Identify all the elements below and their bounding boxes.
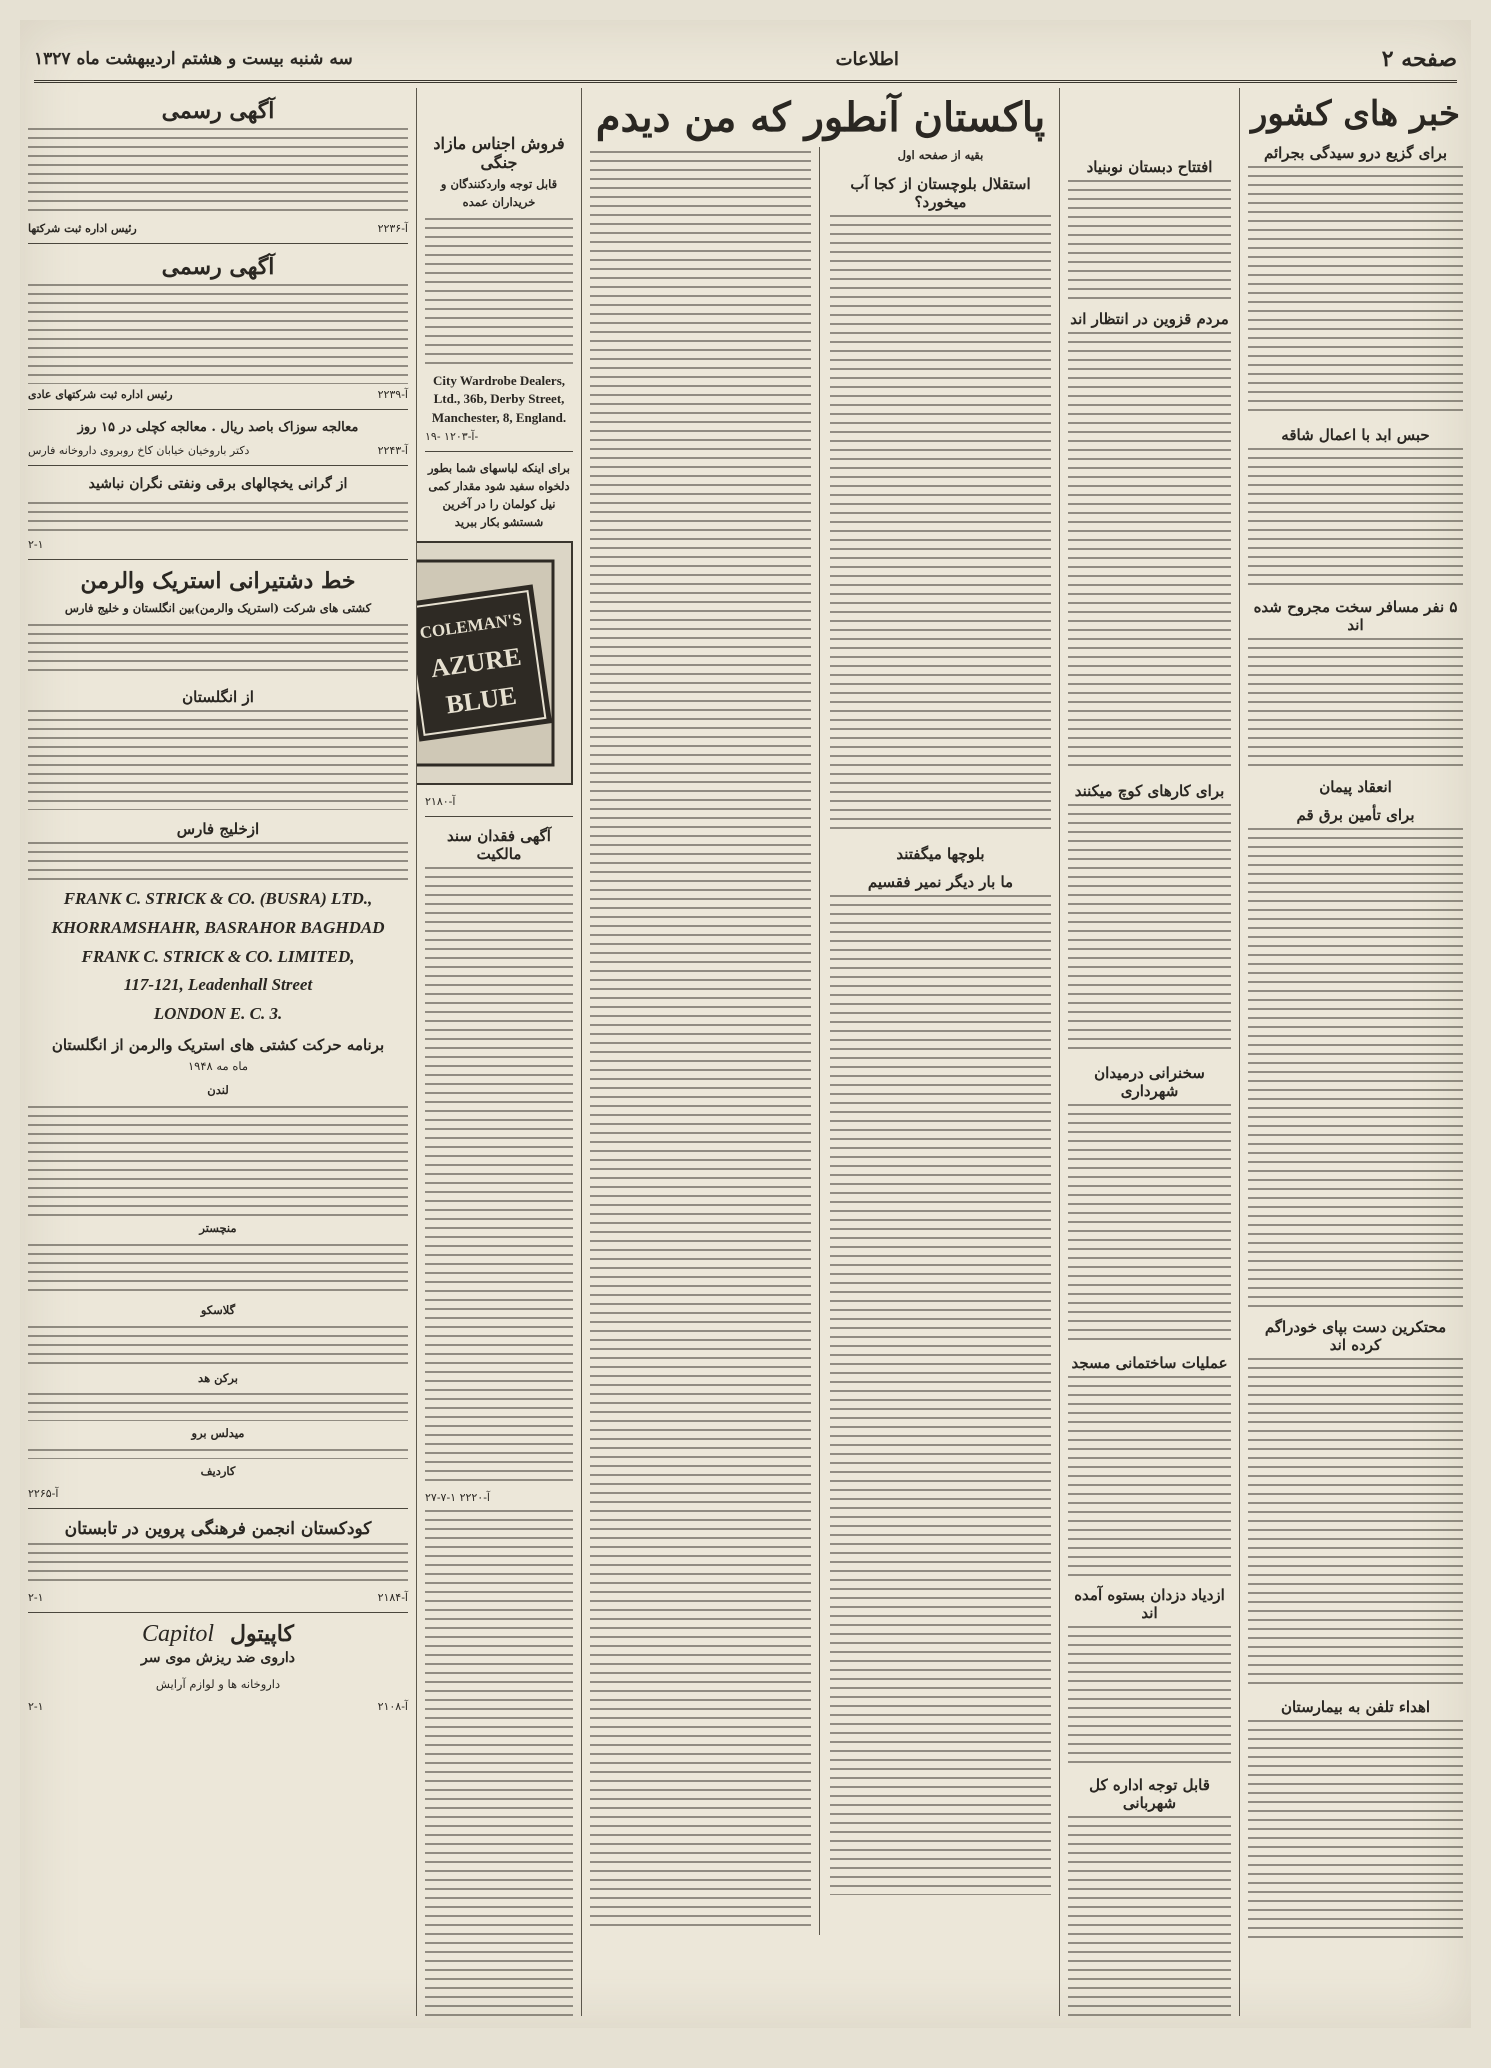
article-body	[1248, 828, 1463, 1308]
article-heading: اهداء تلفن به بیمارستان	[1280, 1698, 1431, 1716]
azure-blue-logo	[416, 553, 561, 773]
schedule-lines	[28, 1326, 408, 1366]
ad-body	[28, 502, 408, 534]
ad-title: آگهی رسمی	[161, 254, 275, 280]
agent-city: KHORRAMSHAHR, BASRAHOR BAGHDAD	[51, 917, 385, 937]
article-heading: قابل توجه اداره کل شهربانی	[1089, 1776, 1210, 1812]
article-body	[1068, 1104, 1231, 1344]
article-body	[1068, 332, 1231, 772]
newspaper-name: اطلاعات	[835, 48, 899, 70]
article-subcolumn	[590, 147, 820, 1935]
article-body	[1248, 638, 1463, 768]
ad-title: آگهی رسمی	[161, 98, 275, 124]
page-number: صفحه ۲	[1381, 46, 1457, 72]
article-heading: سخنرانی درمیدان شهرداری	[1094, 1064, 1205, 1100]
ad-body	[425, 867, 573, 1487]
shipping-section: از انگلستان	[182, 687, 254, 706]
ad-signature: رئیس اداره ثبت شرکتهای عادی	[28, 388, 173, 401]
schedule-lines	[28, 1244, 408, 1298]
schedule-lines	[28, 1449, 408, 1459]
column-ads-middle	[416, 88, 581, 2016]
article-body	[830, 895, 1051, 1895]
article-subcolumn	[830, 147, 1051, 1935]
shipping-subtitle: کشتی های شرکت (استریک والرمن)بین انگلستان و خلیج فارس	[64, 600, 372, 615]
capitol-line: داروخانه ها و لوازم آرایش	[155, 1676, 281, 1691]
ad-ref: ۲۷-۷-۱ آ-۲۲۲۰	[425, 1491, 490, 1505]
ad-body	[28, 842, 408, 882]
capitol-subtitle: داروی ضد ریزش موی سر	[141, 1650, 295, 1667]
article-heading: ۵ نفر مسافر سخت مجروح شده اند	[1253, 598, 1458, 634]
clinic-address: دکتر باروخیان خیابان کاخ روبروی داروخانه فارس	[28, 444, 250, 458]
article-heading: حبس ابد با اعمال شاقه	[1281, 426, 1430, 444]
brand-bot: BLUE	[444, 681, 519, 720]
ad-ref: آ-۲۲۳۶	[377, 222, 408, 235]
article-body	[1248, 166, 1463, 416]
continued-note: بقیه از صفحه اول	[897, 148, 984, 162]
schedule-port: لندن	[207, 1083, 229, 1098]
ad-body	[425, 218, 573, 368]
fridge-ad: از گرانی یخچالهای برقی ونفتی نگران نباشید	[88, 476, 348, 493]
ad-body	[28, 284, 408, 384]
ad-body	[28, 1543, 408, 1587]
ad-ref: ۲-۱	[28, 537, 44, 551]
article-body	[1248, 1720, 1463, 1940]
schedule-title: برنامه حرکت کشتی های استریک والرمن از انگلستان	[51, 1036, 385, 1055]
school-ad-title: کودکستان انجمن فرهنگی پروین در تابستان	[64, 1519, 372, 1540]
article-heading: مردم قزوین در انتظار اند	[1070, 310, 1229, 328]
capitol-ad	[28, 1621, 408, 1648]
schedule-lines	[28, 1106, 408, 1216]
article-heading: محتکرین دست بپای خودراگم کرده اند	[1264, 1318, 1447, 1354]
ad-ref: آ-۲۱۸۰	[425, 795, 456, 809]
article-heading: استقلال بلوچستان از کجا آب میخورد؟	[850, 174, 1031, 211]
clinic-ad: معالجه سوزاک باصد ریال . معالجه کچلی در ۱۵ روز	[77, 420, 359, 435]
article-body	[1068, 1626, 1231, 1766]
capitol-fa: کاپیتول	[230, 1621, 294, 1648]
column-ads-left	[20, 88, 416, 2016]
ad-ref: ۲-۱	[28, 1591, 44, 1605]
article-body	[830, 215, 1051, 835]
article-heading: ما بار دیگر نمیر فقسیم	[867, 872, 1014, 891]
article-body	[1068, 180, 1231, 300]
article-body	[590, 151, 811, 1931]
bluing-ad-text: برای اینکه لباسهای شما بطور دلخواه سفید شود مقدار کمی نیل کولمان را در آخرین شستشو بکار ببرید	[428, 461, 570, 529]
ad-ref: آ-۲۲۳۹	[377, 388, 408, 401]
agent-postcode: LONDON E. C. 3.	[153, 1004, 283, 1024]
ad-body	[28, 128, 408, 218]
shipping-line-title: خط دشتیرانی استریک والرمن	[80, 567, 356, 594]
article-body	[425, 1510, 573, 2016]
agent-name-london: FRANK C. STRICK & CO. LIMITED,	[81, 946, 355, 966]
feature-headline: پاکستان آنطور که من دیدم	[595, 94, 1046, 141]
ad-ref: آ-۱۲۰۳ -۱۹-	[425, 430, 479, 444]
ad-subtitle: قابل توجه واردکنندگان و خریداران عمده	[440, 177, 558, 209]
ad-ref: آ-۲۲۴۳	[377, 444, 408, 458]
shipping-section: ازخلیج فارس	[176, 819, 260, 838]
schedule-year: ماه مه ۱۹۴۸	[187, 1059, 249, 1074]
page-header	[34, 38, 1457, 83]
column-pakistan-article	[581, 88, 1059, 2016]
ad-ref: آ-۲۱۰۸	[377, 1699, 408, 1713]
agent-name: FRANK C. STRICK & CO. (BUSRA) LTD.,	[63, 888, 373, 908]
article-heading: برای تأمین برق قم	[1296, 806, 1415, 824]
capitol-en: Capitol	[142, 1621, 215, 1648]
schedule-port: کاردیف	[200, 1464, 236, 1479]
article-heading: افتتاح دبستان نوبنیاد	[1086, 158, 1213, 176]
brand-mid: AZURE	[428, 642, 524, 684]
article-body	[1068, 1376, 1231, 1576]
article-body	[1068, 1816, 1231, 2016]
ad-ref: آ-۲۲۶۵	[28, 1487, 59, 1501]
schedule-lines	[28, 1393, 408, 1421]
article-heading: انعقاد پیمان	[1319, 778, 1392, 796]
schedule-port: میدلس برو	[191, 1426, 245, 1441]
article-body	[1248, 448, 1463, 588]
ad-body	[28, 624, 408, 678]
article-heading: برای کارهای کوچ میکنند	[1074, 782, 1225, 800]
schedule-port: منچستر	[199, 1220, 237, 1235]
article-heading: برای گزیع درو سیدگی بجرائم	[1263, 144, 1448, 162]
brand-top: COLEMAN'S	[418, 609, 524, 643]
article-heading: عملیات ساختمانی مسجد	[1071, 1354, 1228, 1372]
ad-signature: رئیس اداره ثبت شرکتها	[28, 222, 137, 235]
schedule-port: برکن هد	[198, 1370, 238, 1385]
article-body	[1068, 804, 1231, 1054]
section-title: خبر های کشور	[1250, 94, 1461, 134]
column-local-news	[1059, 88, 1239, 2016]
ad-title: فروش اجناس مازاد جنگی	[433, 134, 565, 172]
ad-ref: آ-۲۱۸۴	[377, 1591, 408, 1605]
agent-street: 117-121, Leadenhall Street	[123, 975, 313, 995]
dealer-address: City Wardrobe Dealers, Ltd., 36b, Derby Street, Manchester, 8, England.	[431, 372, 567, 426]
schedule-port: گلاسکو	[200, 1302, 236, 1317]
column-domestic-news	[1239, 88, 1471, 2016]
ad-body	[28, 710, 408, 810]
article-heading: بلوچها میگفتند	[896, 844, 985, 863]
ad-title: آگهی فقدان سند مالکیت	[447, 827, 551, 864]
article-heading: ازدیاد دزدان بستوه آمده اند	[1074, 1586, 1225, 1622]
ad-ref: ۲-۱	[28, 1699, 44, 1713]
azure-blue-ad	[416, 541, 573, 785]
article-body	[1248, 1358, 1463, 1688]
issue-date: سه شنبه بیست و هشتم اردیبهشت ماه ۱۳۲۷	[34, 49, 353, 69]
newspaper-page	[20, 20, 1471, 2028]
